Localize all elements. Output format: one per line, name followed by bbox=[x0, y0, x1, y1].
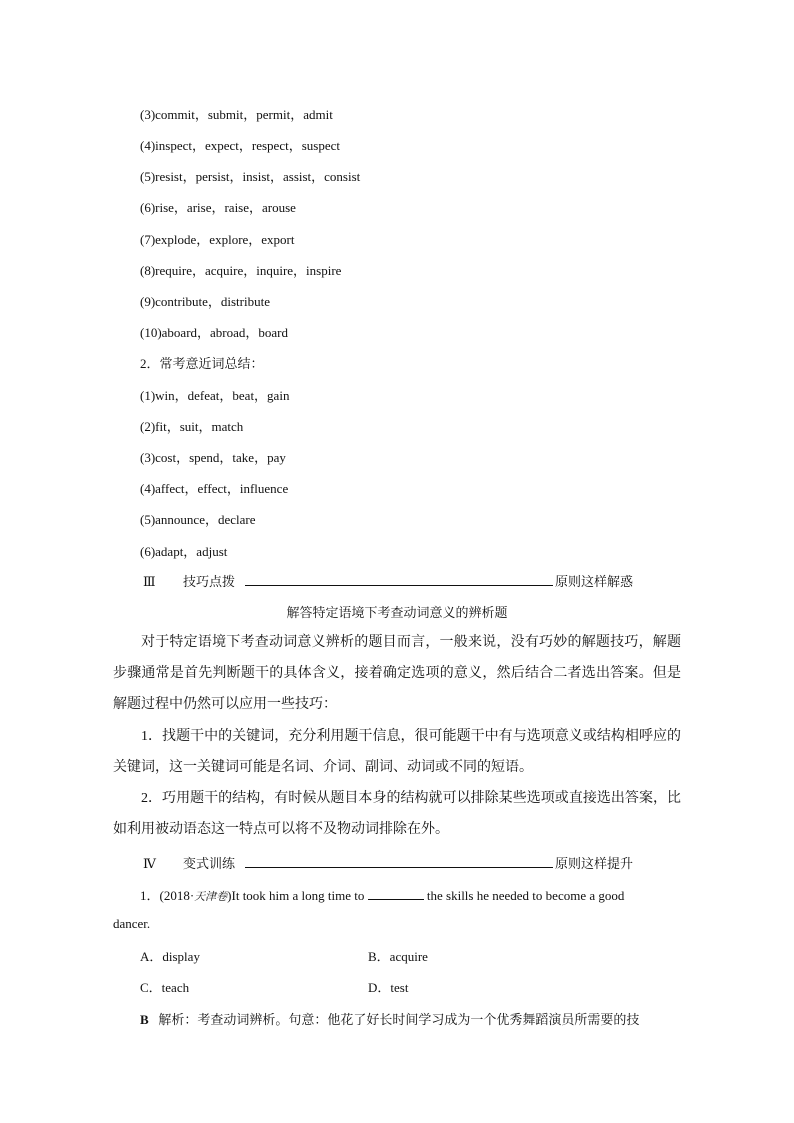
answer-explanation bbox=[140, 1009, 639, 1028]
question-text: the skills he needed to become a good bbox=[426, 888, 625, 903]
list-item: (6)rise，arise，raise，arouse bbox=[140, 200, 296, 215]
list-item: (1)win，defeat，beat，gain bbox=[140, 388, 290, 403]
section-heading-4 bbox=[143, 853, 633, 872]
heading-name: 变式训练 bbox=[183, 856, 236, 871]
option-d: D．test bbox=[368, 980, 409, 995]
answer-text: 解析：考查动词辨析。句意：他花了好长时间学习成为一个优秀舞蹈演员所需要的技 bbox=[158, 1012, 640, 1027]
paragraph: 1．找题干中的关键词，充分利用题干信息，很可能题干中有与选项意义或结构相呼应的关键词，这一关键词可能是名词、介词、副词、动词或不同的短语。 bbox=[113, 729, 681, 775]
question-stem-continued: dancer. bbox=[113, 916, 151, 931]
option-b: B．acquire bbox=[368, 949, 428, 964]
list-item: (3)cost，spend，take，pay bbox=[140, 450, 286, 465]
option-a: A．display bbox=[140, 949, 200, 964]
heading-name: 技巧点拨 bbox=[183, 574, 236, 589]
question-source: 天津卷 bbox=[194, 891, 228, 903]
list-item: (9)contribute，distribute bbox=[140, 294, 270, 309]
list-item: (3)commit，submit，permit，admit bbox=[140, 107, 333, 122]
list-item: (10)aboard，abroad，board bbox=[140, 325, 288, 340]
heading-tail: 原则这样解惑 bbox=[555, 574, 634, 589]
answer-letter: B bbox=[140, 1012, 149, 1027]
list-item: (4)affect，effect，influence bbox=[140, 481, 289, 496]
list-item: (5)resist，persist，insist，assist，consist bbox=[140, 169, 361, 184]
heading-rule bbox=[245, 573, 553, 586]
answer-blank bbox=[368, 887, 424, 900]
roman-numeral: Ⅳ bbox=[143, 856, 156, 871]
list-item: (2)fit，suit，match bbox=[140, 419, 244, 434]
subsection-title: 解答特定语境下考查动词意义的辨析题 bbox=[286, 605, 508, 620]
list-item: (5)announce，declare bbox=[140, 512, 256, 527]
paragraph: 2．巧用题干的结构，有时候从题目本身的结构就可以排除某些选项或直接选出答案，比如利用被动语态这一特点可以将不及物动词排除在外。 bbox=[113, 791, 681, 837]
question-number: 1．(2018· bbox=[140, 888, 195, 903]
roman-numeral: Ⅲ bbox=[143, 574, 156, 589]
section-heading-3 bbox=[143, 571, 633, 590]
heading-tail: 原则这样提升 bbox=[555, 856, 634, 871]
list-item: (4)inspect，expect，respect，suspect bbox=[140, 138, 340, 153]
question-text: )It took him a long time to bbox=[227, 888, 365, 903]
list-item: (6)adapt，adjust bbox=[140, 544, 228, 559]
list-item: (7)explode，explore，export bbox=[140, 232, 295, 247]
question-stem bbox=[140, 885, 624, 904]
heading-rule bbox=[245, 855, 553, 868]
section-title: 2．常考意近词总结： bbox=[140, 356, 264, 371]
option-c: C．teach bbox=[140, 980, 190, 995]
paragraph: 对于特定语境下考查动词意义辨析的题目而言，一般来说，没有巧妙的解题技巧，解题步骤通常是首先判断题干的具体含义，接着确定选项的意义，然后结合二者选出答案。但是解题过程中仍然可以应用一些技巧： bbox=[113, 635, 681, 712]
list-item: (8)require，acquire，inquire，inspire bbox=[140, 263, 342, 278]
